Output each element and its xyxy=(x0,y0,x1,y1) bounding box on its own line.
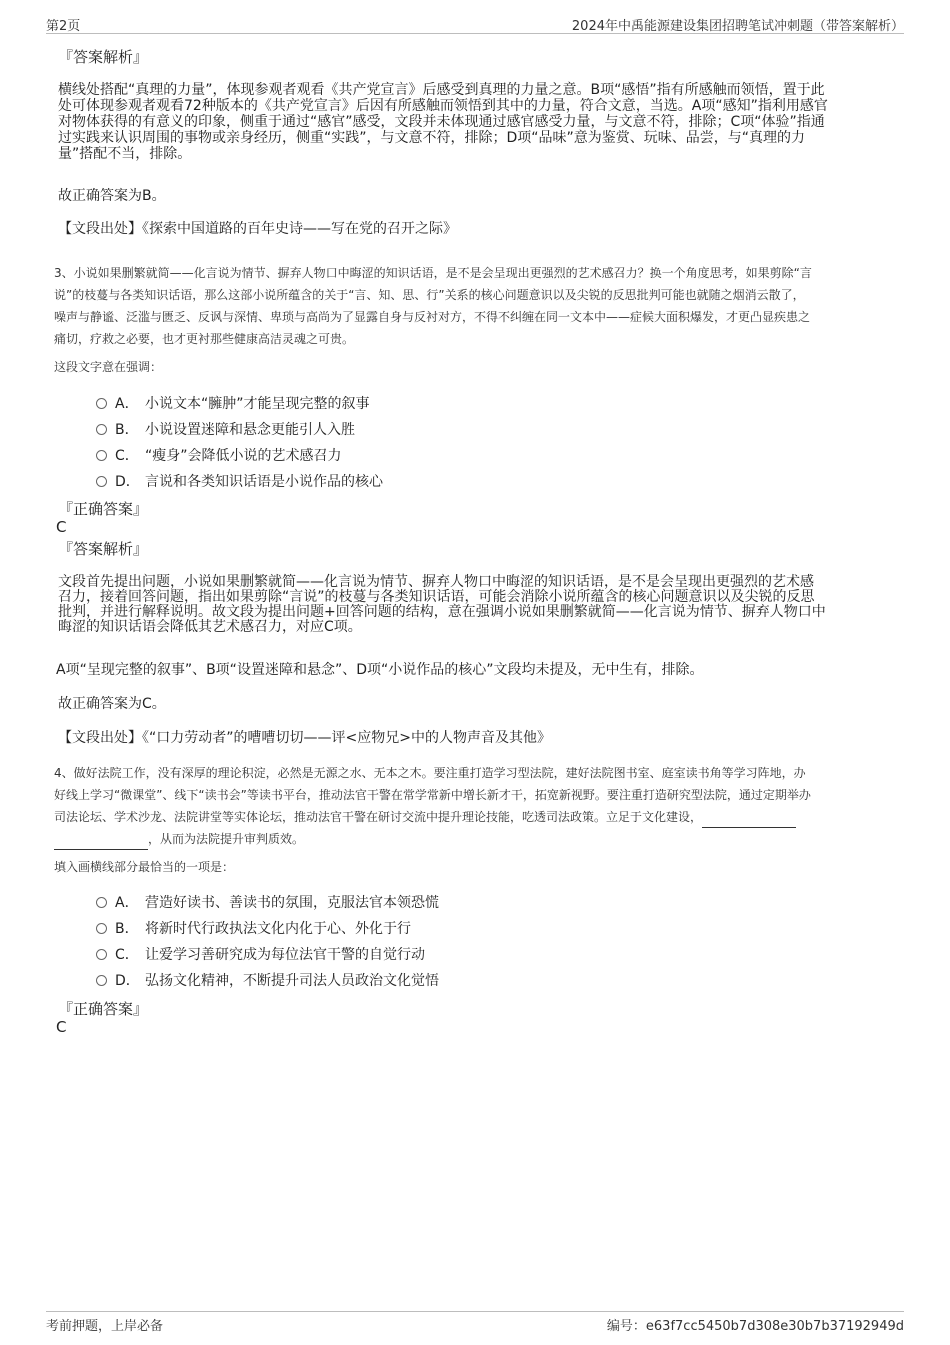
q3-answer: C xyxy=(56,518,67,536)
q3-analysis-label: 『答案解析』 xyxy=(58,540,149,558)
q3-conclusion: 故正确答案为C。 xyxy=(58,696,166,712)
option-text: 弘扬文化精神，不断提升司法人员政治文化觉悟 xyxy=(145,973,439,989)
q3-analysis-line: 文段首先提出问题，小说如果删繁就简——化言说为情节、摒弃人物口中晦涩的知识话语，是不是会呈现出更强烈的艺术感 xyxy=(58,574,814,590)
q3-source: 【文段出处】《“口力劳动者”的嘈嘈切切——评<应物兄>中的人物声音及其他》 xyxy=(58,730,551,746)
q4-option-a[interactable] xyxy=(96,893,439,913)
q2-conclusion: 故正确答案为B。 xyxy=(58,188,166,204)
q2-analysis-label: 『答案解析』 xyxy=(58,48,149,66)
q4-stem-line: 4、做好法院工作，没有深厚的理论积淀，必然是无源之水、无本之木。要注重打造学习型法院，建好法院图书室、庭室读书角等学习阵地，办 xyxy=(54,766,806,780)
page-header xyxy=(46,13,904,34)
option-text: 将新时代行政执法文化内化于心、外化于行 xyxy=(145,921,411,937)
q3-stem-line: 说”的枝蔓与各类知识话语，那么这部小说所蕴含的关于“言、知、思、行”关系的核心问题意识以及尖锐的反思批判可能也就随之烟消云散了， xyxy=(54,288,805,302)
option-key: D． xyxy=(115,474,140,490)
page-footer xyxy=(46,1311,904,1334)
option-text: 小说文本“臃肿”才能呈现完整的叙事 xyxy=(145,396,370,412)
radio-icon[interactable] xyxy=(96,450,107,461)
q3-stem xyxy=(54,262,904,350)
q4-option-c[interactable] xyxy=(96,945,425,965)
q2-source: 【文段出处】《探索中国道路的百年史诗——写在党的召开之际》 xyxy=(58,221,457,237)
q3-option-c[interactable] xyxy=(96,446,342,466)
q3-analysis xyxy=(58,575,898,635)
q4-stem-line: ，从而为法院提升审判质效。 xyxy=(148,832,305,846)
q2-analysis-line: 对物体获得的有意义的印象，侧重于通过“感官”感受，文段并未体现通过感官感受力量，与文意不符，排除；C项“体验”指通 xyxy=(58,114,825,130)
option-key: A． xyxy=(115,396,139,412)
option-text: “瘦身”会降低小说的艺术感召力 xyxy=(145,448,342,464)
q4-option-d[interactable] xyxy=(96,971,439,991)
q2-analysis-line: 处可体现参观者观看72种版本的《共产党宣言》后因有所感触而领悟到其中的力量，符合文意，当选。A项“感知”指利用感官 xyxy=(58,98,828,114)
option-text: 言说和各类知识话语是小说作品的核心 xyxy=(145,474,383,490)
fill-blank[interactable] xyxy=(54,837,148,850)
q2-analysis-line: 过实践来认识周围的事物或亲身经历，侧重“实践”，与文意不符，排除；D项“品味”意为鉴赏、玩味、品尝，与“真理的力 xyxy=(58,130,806,146)
q3-option-a[interactable] xyxy=(96,394,370,414)
document-title: 2024年中禹能源建设集团招聘笔试冲刺题（带答案解析） xyxy=(571,19,904,34)
q3-option-b[interactable] xyxy=(96,420,355,440)
radio-icon[interactable] xyxy=(96,398,107,409)
radio-icon[interactable] xyxy=(96,923,107,934)
option-key: C． xyxy=(115,448,139,464)
option-key: D． xyxy=(115,973,140,989)
q4-stem xyxy=(54,762,904,850)
option-key: B． xyxy=(115,921,139,937)
q3-stem-line: 噪声与静谧、泛滥与匮乏、反讽与深情、卑琐与高尚为了显露自身与反衬对方，不得不纠缠在同一文本中——症候大面积爆发，才更凸显疾患之 xyxy=(54,310,811,324)
q3-analysis-line: 召力，接着回答问题，指出如果剪除“言说”的枝蔓与各类知识话语，可能会消除小说所蕴含的核心问题意识以及尖锐的反思 xyxy=(58,589,815,605)
option-text: 小说设置迷障和悬念更能引人入胜 xyxy=(145,422,355,438)
option-text: 营造好读书、善读书的氛围，克服法官本领恐慌 xyxy=(145,895,439,911)
radio-icon[interactable] xyxy=(96,476,107,487)
radio-icon[interactable] xyxy=(96,975,107,986)
q4-prompt: 填入画横线部分最恰当的一项是： xyxy=(54,860,235,874)
option-key: A． xyxy=(115,895,139,911)
q4-answer: C xyxy=(56,1018,67,1036)
q2-analysis xyxy=(58,82,898,162)
q2-analysis-line: 量”搭配不当，排除。 xyxy=(58,146,192,162)
option-key: B． xyxy=(115,422,139,438)
q3-stem-line: 3、小说如果删繁就简——化言说为情节、摒弃人物口中晦涩的知识话语，是不是会呈现出更强烈的艺术感召力？换一个角度思考，如果剪除“言 xyxy=(54,266,812,280)
q2-analysis-line: 横线处搭配“真理的力量”，体现参观者观看《共产党宣言》后感受到真理的力量之意。B项“感悟”指有所感触而领悟，置于此 xyxy=(58,82,825,98)
q4-answer-label: 『正确答案』 xyxy=(58,1000,149,1018)
q4-stem-line: 好线上学习“微课堂”、线下“读书会”等读书平台，推动法官干警在常学常新中增长新才干，拓宽新视野。要注重打造研究型法院，通过定期举办 xyxy=(54,788,811,802)
q3-prompt: 这段文字意在强调： xyxy=(54,360,163,374)
page-number: 第2页 xyxy=(46,19,81,34)
q4-option-b[interactable] xyxy=(96,919,411,939)
footer-slogan: 考前押题，上岸必备 xyxy=(46,1319,164,1334)
q3-stem-line: 痛切，疗救之必要，也才更衬那些健康高洁灵魂之可贵。 xyxy=(54,332,355,346)
radio-icon[interactable] xyxy=(96,949,107,960)
option-text: 让爱学习善研究成为每位法官干警的自觉行动 xyxy=(145,947,425,963)
radio-icon[interactable] xyxy=(96,897,107,908)
q3-option-d[interactable] xyxy=(96,472,383,492)
q4-stem-line: 司法论坛、学术沙龙、法院讲堂等实体论坛，推动法官干警在研讨交流中提升理论技能，吃透司法政策。立足于文化建设， xyxy=(54,810,703,824)
radio-icon[interactable] xyxy=(96,424,107,435)
document-code: 编号：e63f7cc5450b7d308e30b7b37192949d xyxy=(606,1319,904,1334)
q3-analysis-line: 批判，并进行解释说明。故文段为提出问题+回答问题的结构，意在强调小说如果删繁就简——化言说为情节、摒弃人物口中 xyxy=(58,604,826,620)
q3-answer-label: 『正确答案』 xyxy=(58,500,149,518)
option-key: C． xyxy=(115,947,139,963)
q3-analysis-line: 晦涩的知识话语会降低其艺术感召力，对应C项。 xyxy=(58,619,362,635)
q3-analysis-2: A项“呈现完整的叙事”、B项“设置迷障和悬念”、D项“小说作品的核心”文段均未提及，无中生有，排除。 xyxy=(56,662,704,678)
fill-blank[interactable] xyxy=(702,815,796,828)
